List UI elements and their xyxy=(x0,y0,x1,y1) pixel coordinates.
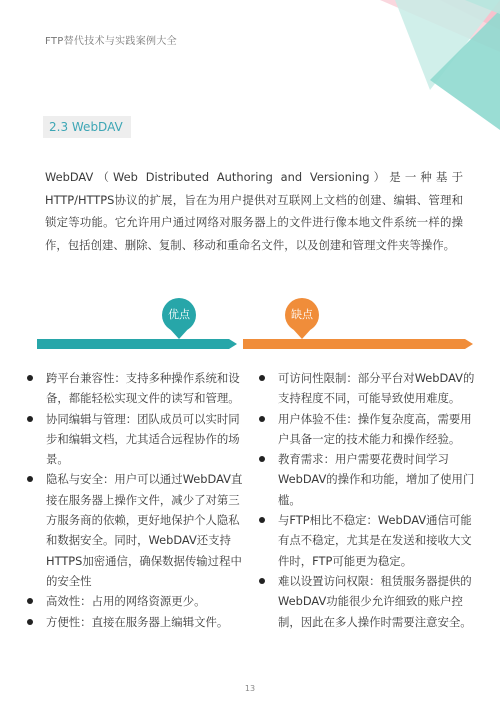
document-header-title: FTP替代技术与实践案例大全 xyxy=(45,36,177,47)
list-item: 高效性：占用的网络资源更少。 xyxy=(27,591,247,611)
cons-label: 缺点 xyxy=(291,308,313,321)
list-item: 协同编辑与管理：团队成员可以实时同步和编辑文档，尤其适合远程协作的场景。 xyxy=(27,409,247,470)
bullet-icon xyxy=(27,598,33,604)
bullet-icon xyxy=(27,375,33,381)
list-item: 与FTP相比不稳定：WebDAV通信可能有点不稳定，尤其是在发送和接收大文件时，FTP可能更为稳定。 xyxy=(259,510,480,571)
list-item: 跨平台兼容性：支持多种操作系统和设备，都能轻松实现文件的读写和管理。 xyxy=(27,368,247,409)
bullet-icon xyxy=(259,416,265,422)
list-item: 可访问性限制：部分平台对WebDAV的支持程度不同，可能导致使用难度。 xyxy=(259,368,480,409)
pros-arrow xyxy=(37,339,237,349)
section-heading: 2.3 WebDAV xyxy=(43,116,131,138)
bullet-icon xyxy=(259,517,265,523)
cons-list xyxy=(259,368,480,632)
pros-label: 优点 xyxy=(168,308,190,321)
pros-list xyxy=(27,368,247,632)
corner-decoration xyxy=(0,0,500,130)
cons-arrow xyxy=(243,339,473,349)
bullet-icon xyxy=(27,416,33,422)
list-item: 难以设置访问权限：租赁服务器提供的WebDAV功能很少允许细致的账户控制，因此在多人操作时需要注意安全。 xyxy=(259,571,480,632)
bullet-icon xyxy=(27,619,33,625)
bullet-icon xyxy=(259,578,265,584)
page-number: 13 xyxy=(244,684,256,693)
bullet-icon xyxy=(259,375,265,381)
list-item: 用户体验不佳：操作复杂度高，需要用户具备一定的技术能力和操作经验。 xyxy=(259,409,480,450)
pros-cons-arrows xyxy=(29,292,479,362)
list-item: 方便性：直接在服务器上编辑文件。 xyxy=(27,612,247,632)
intro-paragraph: WebDAV（Web Distributed Authoring and Versioning）是一种基于HTTP/HTTPS协议的扩展，旨在为用户提供对互联网上文档的创建、编辑、管理和锁定等功能。它允许用户通过网络对服务器上的文件进行像本地文件系统一样的操作，包括创建、删除、复制、移动和重命名文件，以及创建和管理文件夹等操作。 xyxy=(45,170,463,252)
list-item: 隐私与安全：用户可以通过WebDAV直接在服务器上操作文件，减少了对第三方服务商的依赖，更好地保护个人隐私和数据安全。同时，WebDAV还支持HTTPS加密通信，确保数据传输过程中的安全性 xyxy=(27,469,247,591)
pros-cons-bar xyxy=(29,292,479,362)
list-item: 教育需求：用户需要花费时间学习WebDAV的操作和功能，增加了使用门槛。 xyxy=(259,449,480,510)
bullet-icon xyxy=(27,476,33,482)
bullet-icon xyxy=(259,456,265,462)
